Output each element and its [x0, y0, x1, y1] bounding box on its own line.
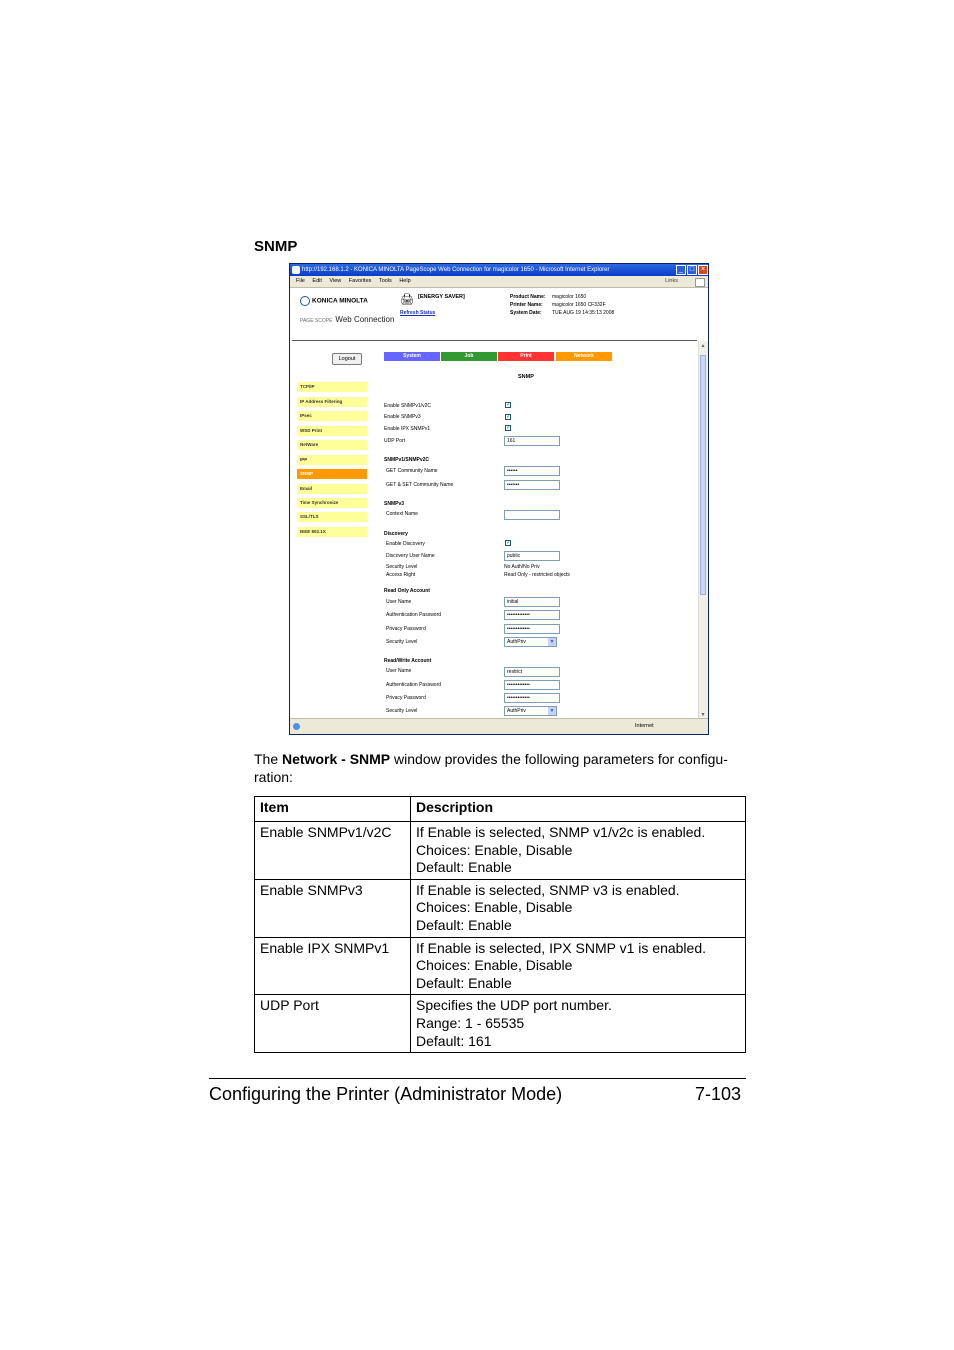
- section-heading: SNMP: [254, 238, 298, 255]
- nav-ip-filtering[interactable]: IP Address Filtering: [297, 397, 367, 407]
- close-icon[interactable]: ×: [698, 265, 708, 275]
- ro-security-select[interactable]: AuthPriv ▼: [504, 637, 557, 647]
- zone-label: Internet: [635, 723, 654, 729]
- get-community-input[interactable]: ••••••: [504, 466, 560, 476]
- logout-button[interactable]: Logout: [332, 353, 362, 365]
- rw-security-select[interactable]: AuthPriv ▼: [504, 706, 557, 716]
- table-row: [255, 995, 746, 1053]
- enable-snmpv1v2c-checkbox[interactable]: ✓: [506, 402, 512, 408]
- tab-print[interactable]: Print: [498, 352, 554, 361]
- table-row: [255, 879, 746, 937]
- get-community-label: GET Community Name: [386, 468, 438, 474]
- product-name-line: Product Name: magicolor 1650: [510, 294, 587, 300]
- description-cell: If Enable is selected, IPX SNMP v1 is enabled. Choices: Enable, Disable Default: Enable: [411, 937, 746, 995]
- menu-tools[interactable]: Tools: [378, 278, 392, 284]
- enable-discovery-checkbox[interactable]: ✓: [506, 540, 512, 546]
- ro-priv-input[interactable]: •••••••••••••: [504, 624, 560, 634]
- energy-saver-status: [ENERGY SAVER]: [418, 294, 465, 300]
- getset-community-label: GET & SET Community Name: [386, 482, 454, 488]
- column-header-description: Description: [411, 797, 746, 822]
- enable-snmpv3-label: Enable SNMPv3: [384, 414, 421, 420]
- rw-user-input[interactable]: restrict: [504, 667, 560, 677]
- rw-priv-label: Privacy Password: [386, 695, 426, 701]
- maximize-icon[interactable]: □: [687, 265, 697, 275]
- enable-snmpv3-checkbox[interactable]: ✓: [506, 414, 512, 420]
- nav-snmp[interactable]: SNMP: [297, 469, 367, 479]
- tab-system[interactable]: System: [384, 352, 440, 361]
- enable-discovery-label: Enable Discovery: [386, 541, 425, 547]
- vertical-scrollbar[interactable]: [698, 341, 708, 720]
- nav-netware[interactable]: NetWare: [297, 440, 367, 450]
- readwrite-heading: Read/Write Account: [384, 658, 432, 664]
- intro-paragraph: The Network - SNMP window provides the following parameters for configu-ration:: [254, 751, 728, 785]
- discovery-user-input[interactable]: public: [504, 551, 560, 561]
- ro-security-label: Security Level: [386, 639, 418, 645]
- discovery-heading: Discovery: [384, 531, 408, 537]
- table-row: [255, 822, 746, 880]
- nav-ssl-tls[interactable]: SSL/TLS: [297, 512, 367, 522]
- ro-user-input[interactable]: initial: [504, 597, 560, 607]
- snmpv1v2c-heading: SNMPv1/SNMPv2C: [384, 457, 430, 463]
- status-bar: [290, 718, 708, 734]
- ro-user-label: User Name: [386, 599, 412, 605]
- ie-icon: [292, 266, 300, 274]
- nav-ipp[interactable]: IPP: [297, 455, 367, 465]
- links-label[interactable]: Links: [665, 278, 678, 284]
- readonly-heading: Read Only Account: [384, 588, 430, 594]
- nav-ieee8021x[interactable]: IEEE 802.1X: [297, 527, 367, 537]
- footer-divider: [209, 1078, 746, 1079]
- enable-snmpv1v2c-label: Enable SNMPv1/v2C: [384, 403, 431, 409]
- rw-user-label: User Name: [386, 668, 412, 674]
- discovery-security-label: Security Level: [386, 564, 418, 570]
- rw-security-label: Security Level: [386, 708, 418, 714]
- page-content: [290, 288, 699, 720]
- konica-logo-icon: [300, 296, 310, 306]
- nav-ipsec[interactable]: IPsec: [297, 411, 367, 421]
- snmpv3-heading: SNMPv3: [384, 501, 405, 507]
- printer-name-line: Printer Name: magicolor 1650 CF332F: [510, 302, 606, 308]
- parameter-table: [254, 796, 746, 1053]
- tab-network[interactable]: Network: [556, 352, 612, 361]
- ro-priv-label: Privacy Password: [386, 626, 426, 632]
- rw-auth-input[interactable]: •••••••••••••: [504, 680, 560, 690]
- nav-wsd-print[interactable]: WSD Print: [297, 426, 367, 436]
- description-cell: Specifies the UDP port number. Range: 1 - 65535 Default: 161: [411, 995, 746, 1053]
- access-right-value: Read Only - restricted objects: [504, 572, 570, 578]
- nav-email[interactable]: Email: [297, 484, 367, 494]
- nav-tcpip[interactable]: TCP/IP: [297, 382, 367, 392]
- access-right-label: Access Right: [386, 572, 416, 578]
- context-name-label: Context Name: [386, 511, 418, 517]
- menu-help[interactable]: Help: [399, 278, 411, 284]
- chevron-down-icon[interactable]: ▼: [549, 708, 555, 714]
- pagescope-logo: PAGE SCOPE Web Connection: [300, 315, 395, 324]
- discovery-security-value: No Auth/No Priv: [504, 564, 540, 570]
- refresh-status-link[interactable]: Refresh Status: [400, 310, 436, 316]
- item-cell: Enable SNMPv3: [255, 879, 411, 937]
- nav-time-sync[interactable]: Time Synchronize: [297, 498, 367, 508]
- item-cell: Enable SNMPv1/v2C: [255, 822, 411, 880]
- chevron-down-icon[interactable]: ▼: [549, 639, 555, 645]
- scroll-down-icon[interactable]: ▼: [700, 712, 706, 718]
- context-name-input[interactable]: [504, 510, 560, 520]
- scrollbar-thumb[interactable]: [700, 355, 706, 595]
- header-divider: [292, 340, 697, 341]
- getset-community-input[interactable]: •••••••: [504, 480, 560, 490]
- menu-view[interactable]: View: [329, 278, 342, 284]
- page-icon: [293, 723, 300, 730]
- rw-priv-input[interactable]: •••••••••••••: [504, 693, 560, 703]
- udp-port-label: UDP Port: [384, 438, 406, 444]
- window-title: http://192.168.1.2 - KONICA MINOLTA PageScope Web Connection for magicolor 1650 - Microsoft Internet Explorer: [302, 267, 610, 273]
- brand-logo: KONICA MINOLTA: [300, 296, 368, 306]
- discovery-user-label: Discovery User Name: [386, 553, 435, 559]
- windows-logo-icon: [695, 278, 705, 287]
- table-row: [255, 937, 746, 995]
- ro-auth-input[interactable]: •••••••••••••: [504, 610, 560, 620]
- column-header-item: Item: [255, 797, 411, 822]
- description-cell: If Enable is selected, SNMP v3 is enabled. Choices: Enable, Disable Default: Enable: [411, 879, 746, 937]
- browser-screenshot: [289, 263, 709, 735]
- page-number: 7-103: [695, 1084, 742, 1104]
- printer-icon: 🖨: [400, 294, 414, 306]
- scroll-up-icon[interactable]: ▲: [700, 343, 706, 349]
- ro-auth-label: Authentication Password: [386, 612, 442, 618]
- system-date-line: System Date: TUE AUG 19 14:35:13 2008: [510, 310, 615, 316]
- enable-ipx-snmpv1-checkbox[interactable]: ✓: [506, 425, 512, 431]
- title-bar: [290, 264, 708, 276]
- tab-job[interactable]: Job: [441, 352, 497, 361]
- form-title: SNMP: [518, 374, 534, 380]
- enable-ipx-snmpv1-label: Enable IPX SNMPv1: [384, 426, 431, 432]
- footer-title: Configuring the Printer (Administrator Mode): [209, 1084, 563, 1104]
- table-header-row: [255, 797, 746, 822]
- menu-favorites[interactable]: Favorites: [348, 278, 372, 284]
- minimize-icon[interactable]: _: [676, 265, 686, 275]
- udp-port-input[interactable]: 161: [504, 436, 560, 446]
- item-cell: UDP Port: [255, 995, 411, 1053]
- description-cell: If Enable is selected, SNMP v1/v2c is enabled. Choices: Enable, Disable Default: Enable: [411, 822, 746, 880]
- menu-file[interactable]: File: [296, 278, 305, 284]
- rw-auth-label: Authentication Password: [386, 682, 442, 688]
- menu-bar: [290, 276, 708, 288]
- menu-edit[interactable]: Edit: [312, 278, 322, 284]
- item-cell: Enable IPX SNMPv1: [255, 937, 411, 995]
